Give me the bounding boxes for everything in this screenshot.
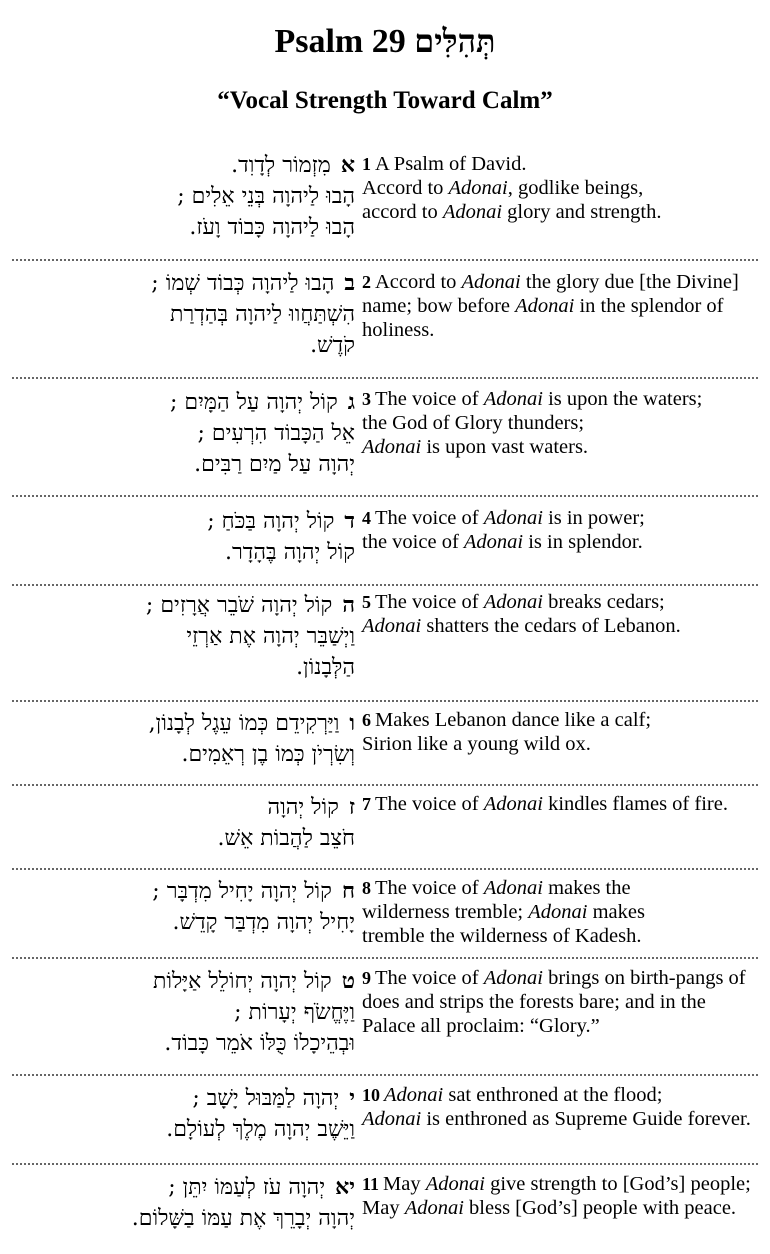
english-text: shatters the cedars of Lebanon.	[421, 615, 681, 637]
english-text: is in power;	[542, 507, 645, 529]
divine-name: Adonai	[442, 201, 503, 223]
verse-number: 11	[362, 1174, 380, 1194]
english-text: breaks cedars;	[542, 591, 665, 613]
english-text: The voice of	[375, 507, 484, 529]
divine-name: Adonai	[404, 1197, 464, 1219]
english-text: Accord to	[362, 177, 449, 199]
english-text: the voice of	[362, 531, 464, 553]
separator	[12, 700, 758, 702]
verse-hebrew	[10, 792, 355, 854]
separator	[12, 1074, 758, 1076]
verse-number-hebrew: ט	[341, 968, 355, 994]
verse-english	[362, 876, 702, 948]
divine-name: Adonai	[483, 591, 543, 613]
english-text: the glory due [the Divine] name; bow before	[362, 271, 739, 317]
divine-name: Adonai	[483, 967, 543, 989]
hebrew-line: מִזְמוֹר לְדָוִד.	[231, 153, 331, 178]
english-text: A Psalm of David.	[375, 153, 527, 175]
divine-name: Adonai	[384, 1084, 444, 1106]
verse-number-hebrew: ז	[348, 794, 355, 820]
hebrew-line: יְהוָה עַל מַיִם רַבִּים.	[194, 452, 355, 477]
verse-number-hebrew: א	[340, 152, 355, 178]
hebrew-line: חֹצֵב לַהֲבוֹת אֵשׁ.	[217, 826, 355, 851]
verse-number: 2	[362, 272, 371, 292]
verse-number: 7	[362, 794, 371, 814]
verse-english	[362, 966, 762, 1038]
verse-english	[362, 152, 762, 224]
hebrew-line: יְהוָה עֹז לְעַמּוֹ יִתֵּן ;	[168, 1175, 326, 1200]
verse-number: 10	[362, 1085, 380, 1105]
hebrew-line: קוֹל יְהוָה יְחוֹלֵל אַיָּלוֹת	[153, 969, 332, 994]
english-text: brings on birth-pangs of does and strips the forests bare; and in the Palace all proclaim: “Glory.”	[362, 967, 746, 1037]
verse-number-hebrew: ח	[341, 878, 355, 904]
hebrew-line: הִשְׁתַּחֲווּ לַיהוָה בְּהַדְרַת	[170, 302, 355, 327]
hebrew-line: אֵל הַכָּבוֹד הִרְעִים ;	[197, 421, 355, 446]
verse-hebrew	[10, 150, 355, 243]
english-text: makes tremble the wilderness of Kadesh.	[362, 901, 645, 947]
verse-number-hebrew: יא	[335, 1174, 355, 1200]
english-text: Accord to	[375, 271, 462, 293]
separator	[12, 957, 758, 959]
hebrew-line: וּבְהֵיכָלוֹ כֻּלּוֹ אֹמֵר כָּבוֹד.	[164, 1031, 355, 1056]
english-text: sat enthroned at the flood;	[443, 1084, 663, 1106]
hebrew-line: וְשִׂרְיֹן כְּמוֹ בֶן רְאֵמִים.	[181, 742, 355, 767]
verse-hebrew	[10, 966, 355, 1059]
verse-number: 8	[362, 878, 371, 898]
verse-number: 4	[362, 508, 371, 528]
separator	[12, 784, 758, 786]
divine-name: Adonai	[483, 877, 543, 899]
page-title	[0, 18, 770, 65]
hebrew-line: הָבוּ לַיהוָה בְּנֵי אֵלִים ;	[177, 184, 355, 209]
english-text: The voice of	[375, 793, 484, 815]
title-hebrew: תְּהִלִּים	[414, 22, 496, 60]
hebrew-line: יָחִיל יְהוָה מִדְבַּר קָדֵשׁ.	[172, 910, 355, 935]
verse-english	[362, 506, 762, 554]
separator	[12, 259, 758, 261]
verse-hebrew	[10, 1083, 355, 1145]
english-text: The voice of	[375, 877, 484, 899]
hebrew-line: יְהוָה יְבָרֵךְ אֶת עַמּוֹ בַשָּׁלוֹם.	[131, 1206, 355, 1231]
hebrew-line: קוֹל יְהוָה בֶּהָדָר.	[224, 540, 355, 565]
english-text: is upon the waters;	[542, 388, 703, 410]
english-text: bless [God’s] people with peace.	[463, 1197, 737, 1219]
divine-name: Adonai	[528, 901, 588, 923]
verse-english	[362, 270, 752, 342]
english-text: glory and strength.	[502, 201, 662, 223]
divine-name: Adonai	[463, 531, 524, 553]
english-text: accord to	[362, 201, 443, 223]
verse-number: 5	[362, 592, 371, 612]
verse-number: 6	[362, 710, 371, 730]
verse-hebrew	[10, 590, 355, 683]
verse-hebrew	[10, 1172, 355, 1234]
english-text: Sirion like a young wild ox.	[362, 733, 591, 755]
separator	[12, 495, 758, 497]
english-text: makes the wilderness tremble;	[362, 877, 631, 923]
divine-name: Adonai	[483, 793, 543, 815]
divine-name: Adonai	[362, 615, 422, 637]
english-text: in the splendor of holiness.	[362, 295, 724, 341]
english-text: Makes Lebanon dance like a calf;	[375, 709, 652, 731]
verse-english	[362, 387, 762, 459]
hebrew-line: הַלְּבָנוֹן.	[296, 655, 355, 680]
divine-name: Adonai	[425, 1173, 485, 1195]
divine-name: Adonai	[483, 507, 543, 529]
hebrew-line: קוֹל יְהוָה שֹׁבֵר אֲרָזִים ;	[145, 593, 333, 618]
hebrew-line: יְהוָה לַמַּבּוּל יָשָׁב ;	[192, 1086, 340, 1111]
verse-number-hebrew: י	[349, 1085, 355, 1111]
english-text: the God of Glory thunders;	[362, 412, 585, 434]
english-text: The voice of	[375, 591, 484, 613]
separator	[12, 377, 758, 379]
page-subtitle: “Vocal Strength Toward Calm”	[217, 87, 553, 114]
verse-english	[362, 590, 762, 638]
verse-hebrew	[10, 506, 355, 568]
english-text: give strength to [God’s] people; May	[362, 1173, 751, 1219]
verse-number: 9	[362, 968, 371, 988]
divine-name: Adonai	[515, 295, 575, 317]
divine-name: Adonai	[448, 177, 508, 199]
english-text: is upon vast waters.	[421, 436, 589, 458]
english-text: The voice of	[375, 388, 484, 410]
english-text: is in splendor.	[523, 531, 643, 553]
divine-name: Adonai	[461, 271, 521, 293]
hebrew-line: וַיֵּשֶׁב יְהוָה מֶלֶךְ לְעוֹלָם.	[166, 1117, 355, 1142]
divine-name: Adonai	[362, 1108, 422, 1130]
hebrew-line: הָבוּ לַיהוָה כָּבוֹד וָעֹז.	[189, 215, 355, 240]
verse-english	[362, 1172, 762, 1220]
verse-english	[362, 1083, 762, 1131]
english-text: The voice of	[375, 967, 484, 989]
title-english: Psalm 29	[274, 23, 406, 60]
separator	[12, 584, 758, 586]
verse-english	[362, 708, 762, 756]
verse-hebrew	[10, 708, 355, 770]
verse-number: 1	[362, 154, 371, 174]
divine-name: Adonai	[362, 436, 422, 458]
hebrew-line: קוֹל יְהוָה בַּכֹּחַ ;	[207, 509, 335, 534]
verse-number-hebrew: ו	[349, 710, 355, 736]
verse-hebrew	[10, 268, 355, 361]
separator	[12, 868, 758, 870]
verse-hebrew	[10, 387, 355, 480]
hebrew-line: קוֹל יְהוָה עַל הַמָּיִם ;	[170, 390, 338, 415]
hebrew-line: הָבוּ לַיהוָה כְּבוֹד שְׁמוֹ ;	[151, 271, 335, 296]
verse-number-hebrew: ג	[347, 389, 355, 415]
hebrew-line: קוֹל יְהוָה יָחִיל מִדְבָּר ;	[152, 879, 332, 904]
verse-hebrew	[10, 876, 355, 938]
hebrew-line: קֹדֶשׁ.	[310, 333, 355, 358]
hebrew-line: וַיַּרְקִידֵם כְּמוֹ עֵגֶל לְבָנוֹן,	[148, 711, 340, 736]
english-text: , godlike beings,	[507, 177, 644, 199]
english-text: kindles flames of fire.	[542, 793, 728, 815]
english-text: is enthroned as Supreme Guide forever.	[421, 1108, 751, 1130]
separator	[12, 1163, 758, 1165]
hebrew-line: קוֹל יְהוָה	[267, 795, 339, 820]
verse-number: 3	[362, 389, 371, 409]
verse-number-hebrew: ד	[344, 508, 355, 534]
verse-number-hebrew: ה	[342, 592, 355, 618]
divine-name: Adonai	[483, 388, 543, 410]
verse-number-hebrew: ב	[344, 270, 355, 296]
hebrew-line: וַיְשַׁבֵּר יְהוָה אֶת אַרְזֵי	[186, 624, 355, 649]
hebrew-line: וַיֶּחֱשֹׂף יְעָרוֹת ;	[234, 1000, 355, 1025]
verse-english	[362, 792, 747, 816]
english-text: May	[383, 1173, 426, 1195]
